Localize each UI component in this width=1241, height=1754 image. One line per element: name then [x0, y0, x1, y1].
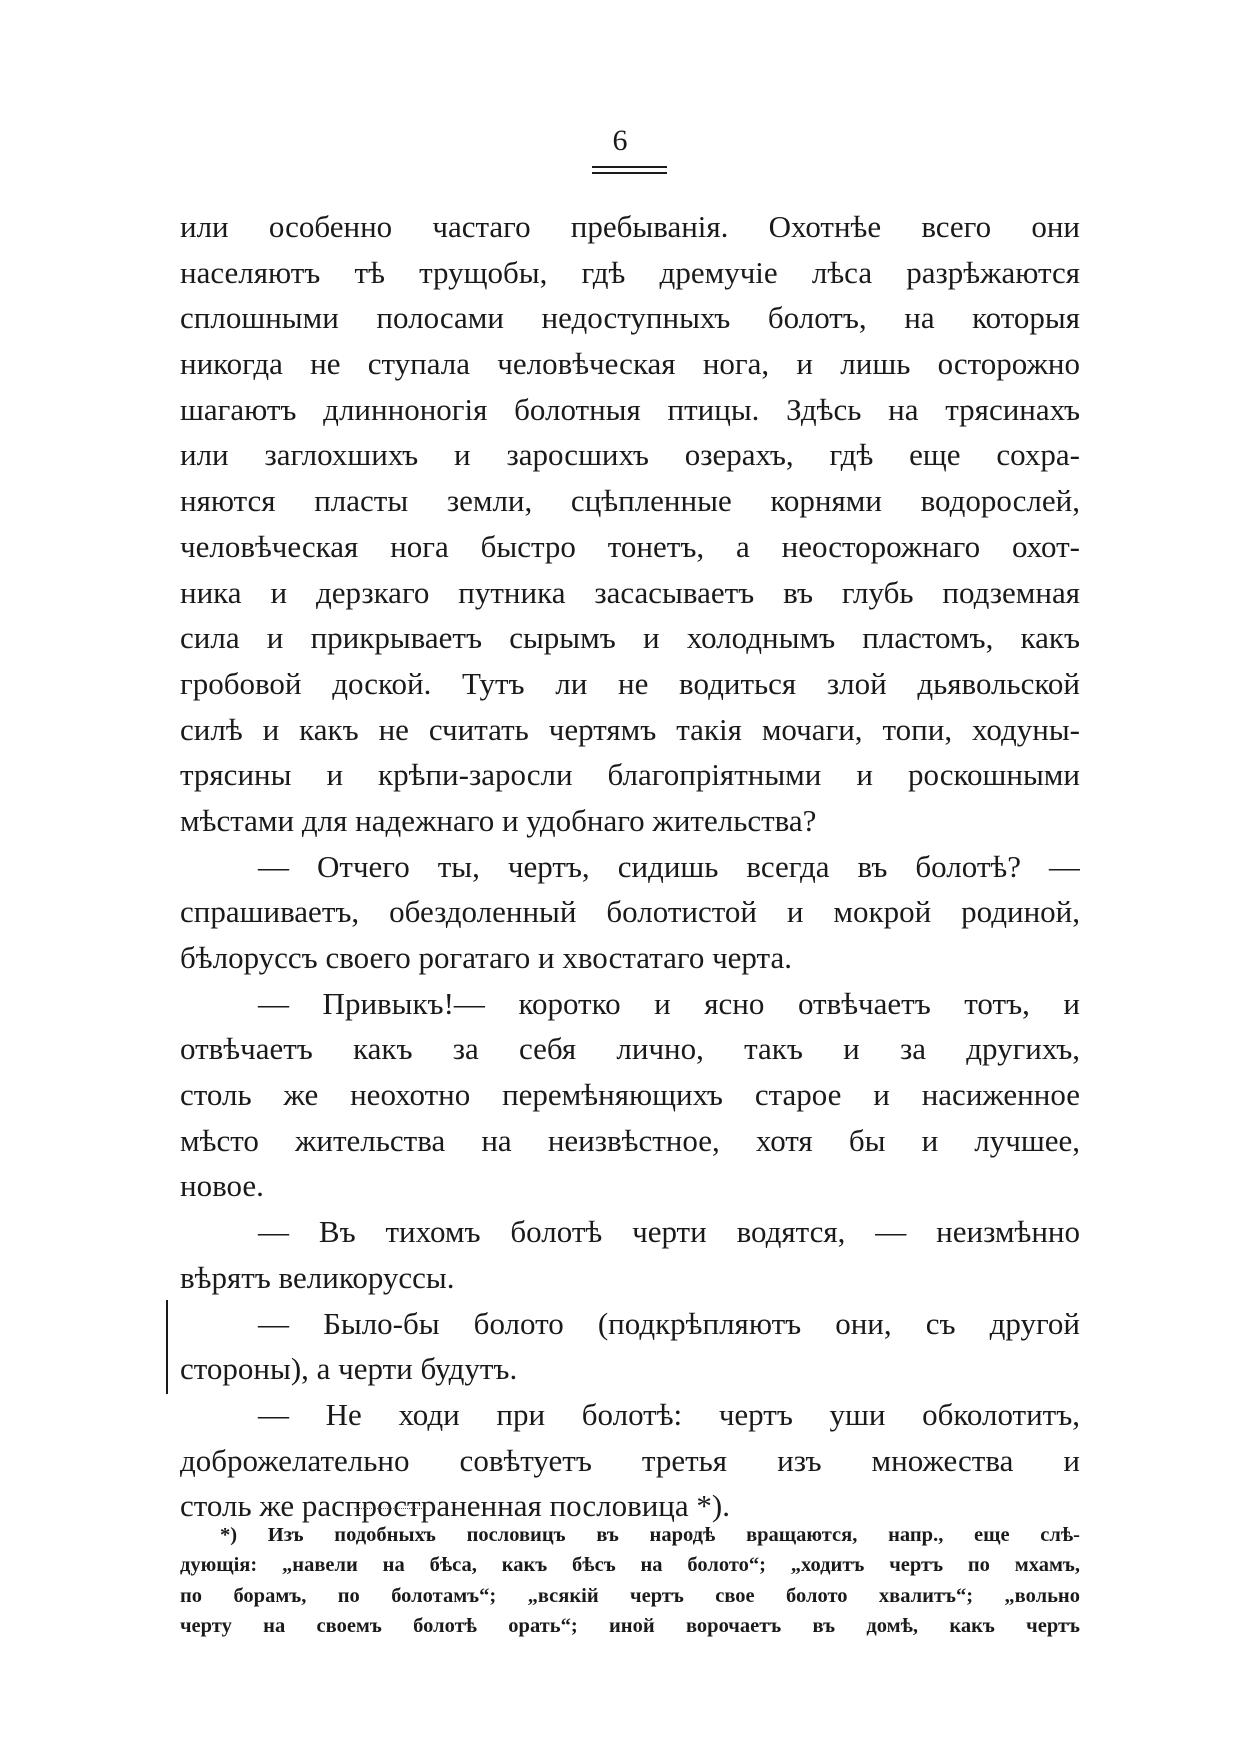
text-line: населяютъ тѣ трущобы, гдѣ дремучіе лѣса разрѣжаются — [180, 254, 1080, 290]
text-line: няются пласты земли, сцѣпленные корнями водорослей, — [180, 483, 1080, 519]
footnote — [180, 1520, 1080, 1641]
page-number-underline-second — [592, 172, 667, 174]
text-line: — Въ тихомъ болотѣ черти водятся, — неизмѣнно — [258, 1214, 1080, 1250]
text-line: человѣческая нога быстро тонетъ, а неосторожнаго охот- — [180, 528, 1080, 564]
text-line: или особенно частаго пребыванія. Охотнѣе всего они — [180, 209, 1080, 244]
page-number: 6 — [612, 124, 629, 157]
text-line: — Не ходи при болотѣ: чертъ уши обколотитъ, — [258, 1396, 1080, 1432]
footnote-line: черту на своемъ болотѣ орать“; иной ворочаетъ въ домѣ, какъ чертъ — [180, 1614, 1080, 1637]
text-line: бѣлоруссъ своего рогатаго и хвостатаго черта. — [180, 940, 792, 975]
body-text — [180, 204, 1080, 1529]
text-line: — Было-бы болото (подкрѣпляютъ они, съ другой — [258, 1305, 1080, 1341]
text-line: мѣстами для надежнаго и удобнаго жительства? — [180, 802, 817, 838]
text-line: шагаютъ длинноногія болотныя птицы. Здѣсь на трясинахъ — [180, 391, 1080, 427]
text-line: сплошными полосами недоступныхъ болотъ, на которыя — [180, 300, 1080, 336]
text-line: столь же распространенная пословица *). — [180, 1488, 730, 1524]
text-line: — Отчего ты, чертъ, сидишь всегда въ болотѣ? — — [258, 848, 1080, 884]
text-line: доброжелательно совѣтуетъ третья изъ множества и — [180, 1442, 1080, 1478]
footnote-line: по борамъ, по болотамъ“; „всякій чертъ свое болото хвалитъ“; „вольно — [180, 1584, 1080, 1607]
text-line: гробовой доской. Тутъ ли не водиться злой дьявольской — [180, 665, 1080, 701]
footnote-line: дующія: „навели на бѣса, какъ бѣсъ на болото“; „ходитъ чертъ по мхамъ, — [180, 1554, 1080, 1577]
text-line: силѣ и какъ не считать чертямъ такія мочаги, топи, ходуны- — [180, 711, 1080, 747]
text-line: новое. — [180, 1168, 264, 1204]
text-line: стороны), а черти будутъ. — [180, 1351, 518, 1387]
margin-mark — [166, 1300, 168, 1394]
footnote-line: *) Изъ подобныхъ пословицъ въ народѣ вращаются, напр., еще слѣ- — [220, 1524, 1080, 1546]
text-line: отвѣчаетъ какъ за себя лично, такъ и за другихъ, — [180, 1031, 1080, 1067]
text-line: ника и дерзкаго путника засасываетъ въ глубь подземная — [180, 574, 1080, 610]
text-line: никогда не ступала человѣческая нога, и лишь осторожно — [180, 346, 1080, 382]
page-number-underline — [592, 166, 667, 168]
text-line: или заглохшихъ и заросшихъ озерахъ, гдѣ еще сохра- — [180, 437, 1080, 473]
text-line: спрашиваетъ, обездоленный болотистой и мокрой родиной, — [180, 894, 1080, 930]
text-line: — Привыкъ!— коротко и ясно отвѣчаетъ тотъ, и — [258, 985, 1080, 1021]
text-line: трясины и крѣпи-заросли благопріятными и роскошными — [180, 757, 1080, 793]
footnote-separator — [354, 1508, 424, 1509]
text-line: вѣрятъ великоруссы. — [180, 1259, 455, 1295]
text-line: сила и прикрываетъ сырымъ и холоднымъ пластомъ, какъ — [180, 620, 1080, 656]
text-line: мѣсто жительства на неизвѣстное, хотя бы и лучшее, — [180, 1122, 1080, 1158]
text-line: столь же неохотно перемѣняющихъ старое и насиженное — [180, 1077, 1080, 1113]
